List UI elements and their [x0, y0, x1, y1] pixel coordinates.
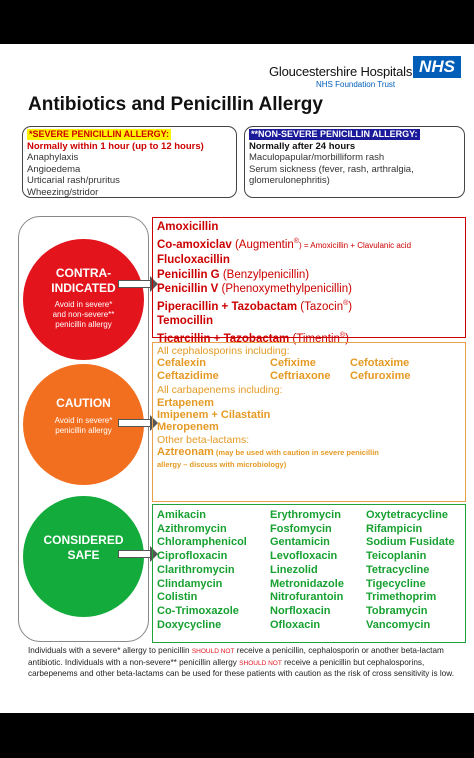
drug-item: Rifampicin: [366, 522, 423, 535]
non-severe-item: Maculopapular/morbilliform rash: [249, 152, 385, 164]
drug-item: Tobramycin: [366, 604, 428, 617]
drug-item: Flucloxacillin: [157, 254, 230, 267]
drug-item: Linezolid: [270, 563, 318, 576]
drug-item: Levofloxacin: [270, 550, 338, 563]
circle-title: CONTRA-: [55, 266, 112, 280]
drug-item: Ofloxacin: [270, 618, 321, 631]
drug-note: allergy – discuss with microbiology): [157, 459, 287, 469]
drug-item: Ciprofloxacin: [157, 550, 228, 563]
non-severe-heading: **NON-SEVERE PENICILLIN ALLERGY:: [251, 129, 418, 139]
circle-note: penicillin allergy: [55, 426, 112, 435]
drug-item: Cefuroxime: [350, 369, 411, 382]
section-heading: All carbapenems including:: [157, 384, 283, 397]
drug-item: Nitrofurantoin: [270, 591, 344, 604]
drug-item: Amikacin: [157, 509, 206, 521]
circle-note: penicillin allergy: [55, 320, 112, 329]
circle-title: CAUTION: [56, 396, 111, 410]
arrow-right-icon: [118, 550, 150, 558]
drug-item: Vancomycin: [366, 618, 431, 631]
section-heading: All cephalosporins including:: [157, 345, 290, 357]
severe-heading: *SEVERE PENICILLIN ALLERGY:: [29, 129, 170, 139]
non-severe-item: glomerulonephritis): [249, 175, 330, 187]
severe-item: Urticarial rash/pruritus: [27, 175, 120, 187]
drug-item: Sodium Fusidate: [366, 536, 455, 549]
drug-item: Imipenem + Cilastatin: [157, 409, 271, 422]
safe-list: [152, 504, 466, 643]
severe-item: Wheezing/stridor: [27, 186, 99, 198]
drug-item: Erythromycin: [270, 509, 341, 521]
page-title: Antibiotics and Penicillin Allergy: [28, 94, 323, 115]
drug-item: Ertapenem: [157, 396, 214, 409]
drug-item: Co-amoxiclav (Augmentin®) = Amoxicillin + Clavulanic acid: [157, 237, 412, 251]
drug-item: Cefixime: [270, 357, 316, 370]
caution-list: [152, 342, 466, 502]
drug-item: Trimethoprim: [366, 591, 437, 604]
severe-item: Angioedema: [27, 163, 81, 175]
cephalosporin-grid: [157, 357, 461, 382]
footer-note: Individuals with a severe* allergy to penicillin SHOULD NOT receive a penicillin, cephalosporin or another beta-lactam antibiotic. Individuals with a non-severe** penicillin allergy SHOULD NOT receive a penicillin but cephalosporins, carbepenems and other beta-lactams can be used for these patients with caution as the risk of cross sensitivity is low.: [28, 646, 454, 679]
drug-item: Penicillin G (Benzylpenicillin): [157, 268, 310, 281]
severe-item: Anaphylaxis: [27, 152, 79, 164]
drug-item: Amoxicillin: [157, 221, 219, 233]
trust-name: NHS Foundation Trust: [316, 80, 396, 89]
contraindicated-list: [152, 217, 466, 345]
drug-item: Ceftriaxone: [270, 369, 331, 382]
severe-subhead: Normally within 1 hour (up to 12 hours): [27, 140, 204, 152]
severe-allergy-box: [22, 126, 237, 198]
drug-item: Ceftazidime: [157, 369, 219, 382]
drug-item: Azithromycin: [157, 522, 227, 535]
drug-item: Piperacillin + Tazobactam (Tazocin®): [157, 299, 353, 313]
drug-item: Aztreonam (may be used with caution in severe penicillin: [157, 446, 379, 459]
safe-grid: [157, 509, 461, 632]
circle-title: SAFE: [67, 548, 100, 562]
circle-note: Avoid in severe*: [54, 416, 113, 425]
non-severe-item: Serum sickness (fever, rash, arthralgia,: [249, 163, 414, 175]
drug-item: Gentamicin: [270, 536, 330, 549]
drug-item: Cefalexin: [157, 357, 206, 370]
non-severe-subhead: Normally after 24 hours: [249, 140, 356, 152]
drug-item: Fosfomycin: [270, 522, 332, 535]
circle-title: INDICATED: [51, 281, 116, 295]
drug-item: Chloramphenicol: [157, 536, 247, 549]
contraindicated-circle: [23, 239, 144, 360]
circle-note: and non-severe**: [52, 310, 115, 319]
drug-item: Tetracycline: [366, 563, 430, 576]
drug-item: Cefotaxime: [350, 357, 410, 370]
drug-item: Colistin: [157, 591, 198, 604]
non-severe-allergy-box: [244, 126, 465, 198]
drug-item: Metronidazole: [270, 577, 344, 590]
drug-item: Penicillin V (Phenoxymethylpenicillin): [157, 283, 352, 296]
drug-item: Meropenem: [157, 421, 219, 434]
drug-item: Norfloxacin: [270, 604, 331, 617]
section-heading: Other beta-lactams:: [157, 433, 250, 446]
arrow-right-icon: [118, 280, 150, 288]
drug-item: Ticarcillin + Tazobactam (Timentin®): [157, 331, 349, 345]
organisation-name: Gloucestershire Hospitals: [269, 64, 413, 79]
drug-item: Doxycycline: [157, 618, 222, 631]
drug-item: Tigecycline: [366, 577, 426, 590]
circle-note: Avoid in severe*: [54, 300, 113, 309]
nhs-logo: NHS: [413, 56, 461, 78]
drug-item: Teicoplanin: [366, 550, 427, 563]
drug-item: Clarithromycin: [157, 563, 235, 576]
arrow-right-icon: [118, 419, 150, 427]
drug-item: Temocillin: [157, 315, 214, 328]
drug-item: Clindamycin: [157, 577, 223, 590]
poster: [0, 44, 474, 713]
circle-title: CONSIDERED: [43, 533, 124, 547]
drug-item: Oxytetracycline: [366, 509, 448, 521]
drug-item: Co-Trimoxazole: [157, 604, 239, 617]
